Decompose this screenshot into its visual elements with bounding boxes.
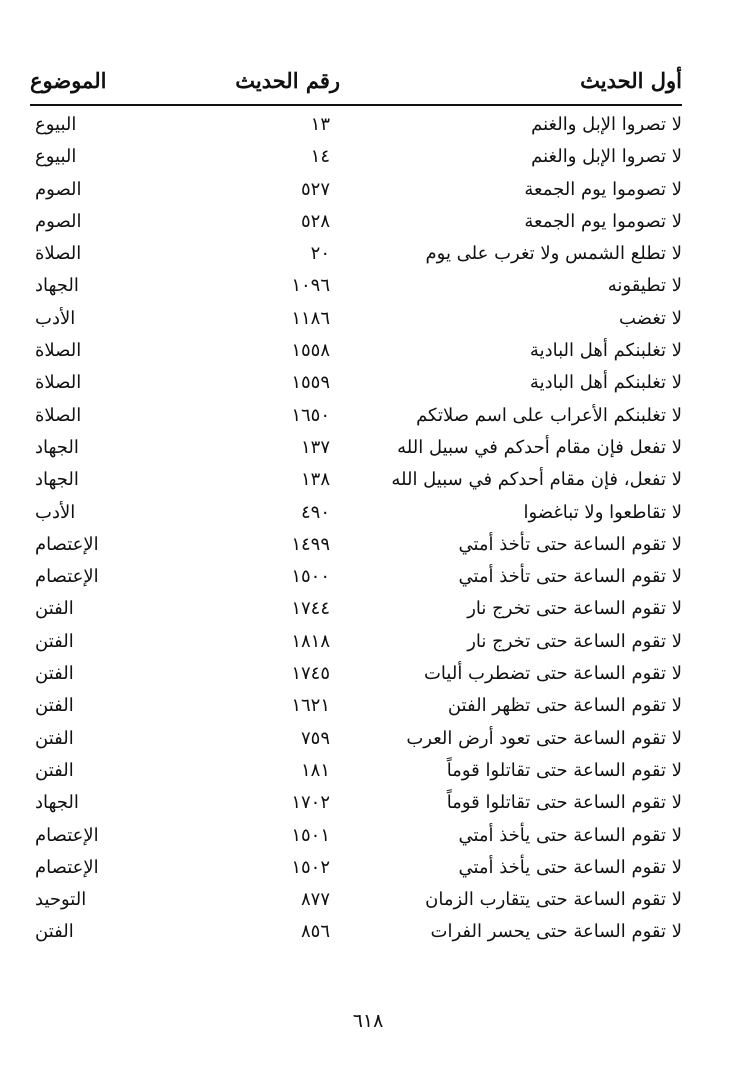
hadith-number: ٥٢٨	[300, 210, 330, 232]
hadith-topic: الفتن	[35, 598, 74, 620]
table-row	[30, 337, 682, 369]
table-row	[30, 563, 682, 595]
hadith-number: ٨٥٦	[300, 921, 330, 943]
hadith-beginning: لا تقوم الساعة حتى تعود أرض العرب	[406, 727, 682, 749]
hadith-beginning: لا تقوم الساعة حتى يأخذ أمتي	[458, 824, 682, 846]
hadith-topic: الصلاة	[35, 404, 82, 426]
hadith-number: ١٧٤٥	[291, 663, 330, 685]
hadith-beginning: لا تقوم الساعة حتى يأخذ أمتي	[458, 856, 682, 878]
hadith-topic: الصوم	[35, 178, 82, 200]
table-row	[30, 918, 682, 950]
hadith-beginning: لا تغلبنكم أهل البادية	[529, 340, 682, 362]
hadith-topic: الفتن	[35, 630, 74, 652]
hadith-topic: البيوع	[35, 146, 77, 168]
hadith-number: ١٤	[310, 146, 330, 168]
table-row	[30, 886, 682, 918]
hadith-beginning: لا تصوموا يوم الجمعة	[524, 210, 682, 232]
hadith-beginning: لا تغضب	[619, 307, 682, 329]
hadith-topic: الفتن	[35, 663, 74, 685]
hadith-number: ١٧٤٤	[291, 598, 330, 620]
table-row	[30, 111, 682, 143]
header-hadith-number: رقم الحديث	[235, 68, 340, 93]
table-row	[30, 692, 682, 724]
hadith-beginning: لا تقوم الساعة حتى تقاتلوا قوماً	[446, 759, 682, 781]
table-row	[30, 143, 682, 175]
hadith-beginning: لا تقاطعوا ولا تباغضوا	[523, 501, 682, 523]
hadith-beginning: لا تقوم الساعة حتى تقاتلوا قوماً	[446, 792, 682, 814]
hadith-beginning: لا تقوم الساعة حتى تخرج نار	[467, 630, 682, 652]
hadith-number: ١٧٠٢	[291, 792, 330, 814]
hadith-beginning: لا تقوم الساعة حتى تضطرب أليات	[423, 663, 682, 685]
hadith-beginning: لا تقوم الساعة حتى تخرج نار	[467, 598, 682, 620]
hadith-beginning: لا تفعل، فإن مقام أحدكم في سبيل الله	[391, 469, 682, 491]
table-row	[30, 660, 682, 692]
page-number: ٦١٨	[352, 1010, 384, 1032]
hadith-number: ١٥٥٩	[291, 372, 330, 394]
hadith-topic: الجهاد	[35, 469, 79, 491]
hadith-number: ١٣٨	[300, 469, 330, 491]
hadith-number: ١٨١	[300, 759, 330, 781]
hadith-number: ١٥٥٨	[291, 340, 330, 362]
hadith-beginning: لا تفعل فإن مقام أحدكم في سبيل الله	[397, 436, 682, 458]
hadith-number: ١٥٠٠	[291, 566, 330, 588]
hadith-beginning: لا تقوم الساعة حتى تأخذ أمتي	[458, 533, 682, 555]
hadith-topic: الصلاة	[35, 340, 82, 362]
hadith-number: ٤٩٠	[300, 501, 330, 523]
table-row	[30, 595, 682, 627]
hadith-beginning: لا تطلع الشمس ولا تغرب على يوم	[425, 243, 682, 265]
table-row	[30, 240, 682, 272]
table-row	[30, 176, 682, 208]
hadith-number: ١٥٠١	[291, 824, 330, 846]
hadith-topic: الفتن	[35, 727, 74, 749]
hadith-topic: الأدب	[35, 501, 76, 523]
hadith-number: ١٥٠٢	[291, 856, 330, 878]
table-row	[30, 757, 682, 789]
table-row	[30, 305, 682, 337]
hadith-number: ٨٧٧	[300, 889, 330, 911]
hadith-topic: الصلاة	[35, 372, 82, 394]
table-row	[30, 466, 682, 498]
hadith-topic: الإعتصام	[35, 824, 99, 846]
hadith-number: ٢٠	[310, 243, 330, 265]
table-row	[30, 854, 682, 886]
hadith-number: ١٨١٨	[291, 630, 330, 652]
table-row	[30, 789, 682, 821]
hadith-topic: الأدب	[35, 307, 76, 329]
hadith-number: ١٦٢١	[291, 695, 330, 717]
header-hadith-beginning: أول الحديث	[580, 68, 682, 93]
table-row	[30, 822, 682, 854]
table-row	[30, 725, 682, 757]
hadith-topic: الإعتصام	[35, 856, 99, 878]
hadith-number: ١٣	[310, 114, 330, 135]
index-table	[30, 111, 682, 951]
hadith-number: ١٣٧	[300, 436, 330, 458]
hadith-topic: البيوع	[35, 114, 77, 135]
hadith-beginning: لا تطيقونه	[607, 275, 682, 297]
hadith-number: ٥٢٧	[300, 178, 330, 200]
hadith-topic: الجهاد	[35, 792, 79, 814]
hadith-topic: الإعتصام	[35, 533, 99, 555]
table-row	[30, 272, 682, 304]
table-row	[30, 499, 682, 531]
table-header	[30, 62, 682, 102]
hadith-beginning: لا تغلبنكم الأعراب على اسم صلاتكم	[416, 404, 682, 426]
table-row	[30, 434, 682, 466]
hadith-topic: الصلاة	[35, 243, 82, 265]
hadith-beginning: لا تقوم الساعة حتى يحسر الفرات	[430, 921, 682, 943]
table-row	[30, 628, 682, 660]
table-row	[30, 369, 682, 401]
header-topic: الموضوع	[30, 68, 107, 93]
hadith-topic: الجهاد	[35, 275, 79, 297]
table-row	[30, 208, 682, 240]
hadith-topic: الفتن	[35, 759, 74, 781]
hadith-beginning: لا تقوم الساعة حتى يتقارب الزمان	[425, 889, 682, 911]
hadith-topic: الإعتصام	[35, 566, 99, 588]
hadith-number: ٧٥٩	[300, 727, 330, 749]
table-row	[30, 402, 682, 434]
table-row	[30, 531, 682, 563]
hadith-beginning: لا تصروا الإبل والغنم	[531, 146, 682, 168]
hadith-beginning: لا تصروا الإبل والغنم	[531, 114, 682, 135]
hadith-number: ١٤٩٩	[291, 533, 330, 555]
hadith-beginning: لا تقوم الساعة حتى تأخذ أمتي	[458, 566, 682, 588]
hadith-number: ١٦٥٠	[291, 404, 330, 426]
hadith-beginning: لا تصوموا يوم الجمعة	[524, 178, 682, 200]
hadith-topic: الفتن	[35, 921, 74, 943]
hadith-topic: الجهاد	[35, 436, 79, 458]
hadith-number: ١٠٩٦	[291, 275, 330, 297]
hadith-topic: الصوم	[35, 210, 82, 232]
hadith-beginning: لا تغلبنكم أهل البادية	[529, 372, 682, 394]
hadith-beginning: لا تقوم الساعة حتى تظهر الفتن	[447, 695, 682, 717]
hadith-number: ١١٨٦	[291, 307, 330, 329]
hadith-topic: الفتن	[35, 695, 74, 717]
hadith-topic: التوحيد	[35, 889, 87, 911]
header-divider	[30, 104, 682, 106]
